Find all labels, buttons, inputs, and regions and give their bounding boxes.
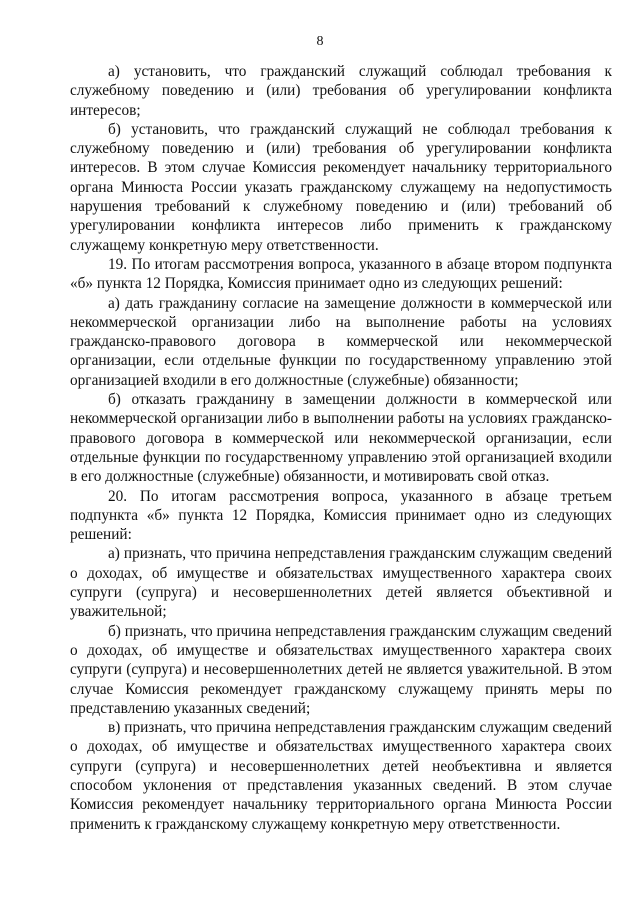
paragraph-20a: а) признать, что причина непредставления гражданским служащим сведений о доходах, об имуществе и обязательствах имущественного характера своих супруги (супруга) и несовершеннолетних детей является объективной и уважительной; <box>70 545 612 621</box>
paragraph-20b: б) признать, что причина непредставления гражданским служащим сведений о доходах, об имуществе и обязательствах имущественного характера своих супруги (супруга) и несовершеннолетних детей не является уважительной. В этом случае Комиссия рекомендует гражданскому служащему принять меры по представлению указанных сведений; <box>70 622 612 717</box>
document-body <box>70 62 612 834</box>
paragraph-19b: б) отказать гражданину в замещении должности в коммерческой или некоммерческой организации либо в выполнении работы на условиях гражданско-правового договора в коммерческой или некоммерческой организации, если отдельные функции по государственному управлению этой организацией входили в его должностные (служебные) обязанности, и мотивировать свой отказ. <box>70 391 612 486</box>
paragraph-18b: б) установить, что гражданский служащий не соблюдал требования к служебному поведению и (или) требования об урегулировании конфликта интересов. В этом случае Комиссия рекомендует начальнику территориального органа Минюста России указать гражданскому служащему на недопустимость нарушения требований к служебному поведению и (или) требований об урегулировании конфликта интересов либо применить к гражданскому служащему конкретную меру ответственности. <box>70 120 612 254</box>
page-number: 8 <box>316 34 324 49</box>
paragraph-18a: а) установить, что гражданский служащий соблюдал требования к служебному поведению и (или) требования об урегулировании конфликта интересов; <box>70 63 612 119</box>
paragraph-19: 19. По итогам рассмотрения вопроса, указанного в абзаце втором подпункта «б» пункта 12 Порядка, Комиссия принимает одно из следующих решений: <box>70 255 612 293</box>
paragraph-20: 20. По итогам рассмотрения вопроса, указанного в абзаце третьем подпункта «б» пункта 12 Порядка, Комиссия принимает одно из следующих решений: <box>70 487 612 544</box>
paragraph-19a: а) дать гражданину согласие на замещение должности в коммерческой или некоммерческой организации либо на выполнение работы на условиях гражданско-правового договора в коммерческой или некоммерческой организации, если отдельные функции по государственному управлению этой организацией входили в его должностные (служебные) обязанности; <box>70 294 612 389</box>
paragraph-20c: в) признать, что причина непредставления гражданским служащим сведений о доходах, об имуществе и обязательствах имущественного характера своих супруги (супруга) и несовершеннолетних детей необъективна и является способом уклонения от представления указанных сведений. В этом случае Комиссия рекомендует начальнику территориального органа Минюста России применить к гражданскому служащему конкретную меру ответственности. <box>70 719 612 833</box>
